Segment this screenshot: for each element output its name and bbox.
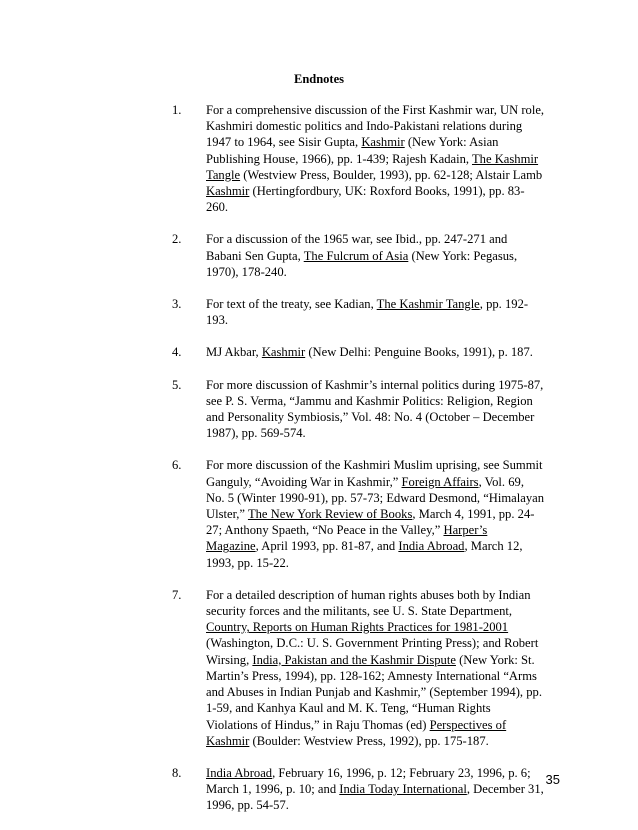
text-run: For more discussion of Kashmir’s internal politics during 1975-87, — [206, 377, 544, 392]
text-run: March 1, 1996, p. 10; and — [206, 782, 340, 797]
endnote-line — [206, 199, 549, 215]
endnote-number: 7. — [172, 587, 182, 602]
cited-title: Foreign Affairs — [401, 474, 479, 489]
text-run: Martin’s Press, 1994), pp. 128-162; Amnesty International “Arms — [206, 668, 537, 683]
endnote-line — [206, 393, 549, 409]
endnote-line — [206, 377, 549, 393]
text-run: Babani Sen Gupta, — [206, 248, 304, 263]
endnote-item — [0, 377, 638, 442]
endnote-line — [206, 457, 549, 473]
cited-title: Country, Reports on Human Rights Practices for 1981-2001 — [206, 620, 509, 635]
cited-title: The New York Review of Books — [247, 507, 413, 522]
endnote-line — [206, 425, 549, 441]
text-run: Kashmiri domestic politics and Indo-Pakistani relations during — [206, 119, 523, 134]
endnote-text — [206, 457, 549, 570]
cited-title: The Kashmir Tangle — [376, 297, 480, 312]
text-run: For a detailed description of human rights abuses both by Indian — [206, 587, 531, 602]
text-run: No. 5 (Winter 1990-91), pp. 57-73; Edward Desmond, “Himalayan — [206, 490, 545, 505]
text-run: , February 16, 1996, p. 12; February 23, 1996, p. 6; — [272, 765, 531, 780]
page-number: 35 — [545, 772, 560, 787]
text-run: (Hertingfordbury, UK: Roxford Books, 1991), pp. 83- — [249, 184, 525, 199]
endnote-number: 2. — [172, 232, 182, 247]
endnote-item — [0, 231, 638, 280]
text-run: For a comprehensive discussion of the First Kashmir war, UN role, — [206, 103, 545, 117]
endnote-text — [206, 102, 549, 215]
endnote-line — [206, 652, 549, 668]
text-run: and Personality Symbiosis,” Vol. 48: No. 4 (October – December — [206, 410, 535, 425]
endnotes-list — [0, 102, 638, 830]
endnote-line — [206, 312, 549, 328]
endnote-line — [206, 102, 549, 118]
text-run: , March 12, — [464, 539, 523, 554]
endnote-line — [206, 296, 549, 312]
text-run: MJ Akbar, — [206, 345, 262, 360]
endnote-line — [206, 797, 549, 813]
cited-title: Harper’s — [443, 523, 488, 538]
text-run: Wirsing, — [206, 652, 253, 667]
text-run: 1993, pp. 15-22. — [206, 555, 289, 570]
endnote-text — [206, 344, 549, 360]
text-run: , April 1993, pp. 81-87, and — [255, 539, 399, 554]
cited-title: Kashmir — [206, 184, 250, 199]
endnote-text — [206, 765, 549, 814]
text-run: Violations of Hindus,” in Raju Thomas (ed) — [206, 717, 430, 732]
text-run: Ganguly, “Avoiding War in Kashmir,” — [206, 474, 402, 489]
endnote-number: 8. — [172, 765, 182, 780]
text-run: For a discussion of the 1965 war, see Ibid., pp. 247-271 and — [206, 232, 508, 247]
endnote-item — [0, 587, 638, 749]
endnote-line — [206, 506, 549, 522]
text-run: (New York: St. — [455, 652, 535, 667]
text-run: (Washington, D.C.: U. S. Government Printing Press); and Robert — [206, 636, 539, 651]
text-run: (New York: Asian — [404, 135, 499, 150]
text-run: and Abuses in Indian Punjab and Kashmir,” (September 1994), pp. — [206, 685, 542, 700]
endnote-item — [0, 296, 638, 328]
cited-title: India Abroad — [398, 539, 465, 554]
cited-title: Tangle — [206, 167, 241, 182]
text-run: (New York: Pegasus, — [408, 248, 518, 263]
cited-title: India Abroad — [206, 765, 273, 780]
cited-title: Kashmir — [361, 135, 405, 150]
text-run: , Vol. 69, — [478, 474, 524, 489]
text-run: (Westview Press, Boulder, 1993), pp. 62-128; Alstair Lamb — [240, 167, 543, 182]
text-run: 1987), pp. 569-574. — [206, 426, 306, 441]
text-run: Ulster,” — [206, 507, 248, 522]
endnote-line — [206, 264, 549, 280]
endnote-line — [206, 134, 549, 150]
endnote-line — [206, 409, 549, 425]
endnote-line — [206, 151, 549, 167]
endnote-line — [206, 538, 549, 554]
cited-title: Kashmir — [261, 345, 306, 360]
endnote-number: 6. — [172, 458, 182, 473]
endnote-number: 1. — [172, 103, 182, 117]
endnote-line — [206, 603, 549, 619]
text-run: 260. — [206, 200, 229, 215]
text-run: 1947 to 1964, see Sisir Gupta, — [206, 135, 362, 150]
endnote-line — [206, 717, 549, 733]
endnote-line — [206, 765, 549, 781]
cited-title: Kashmir — [206, 733, 250, 748]
text-run: , December 31, — [466, 782, 544, 797]
endnote-line — [206, 248, 549, 264]
text-run: security forces and the militants, see U. S. State Department, — [206, 604, 513, 619]
text-run: 1970), 178-240. — [206, 264, 287, 279]
text-run: 1996, pp. 54-57. — [206, 798, 289, 813]
endnote-line — [206, 587, 549, 603]
endnote-number: 5. — [172, 377, 182, 392]
text-run: , pp. 192- — [479, 297, 529, 312]
endnote-text — [206, 377, 549, 442]
text-run: 27; Anthony Spaeth, “No Peace in the Valley,” — [206, 523, 444, 538]
text-run: For text of the treaty, see Kadian, — [206, 297, 377, 312]
text-run: 193. — [206, 313, 229, 328]
endnote-line — [206, 619, 549, 635]
text-run: see P. S. Verma, “Jammu and Kashmir Politics: Religion, Region — [206, 393, 533, 408]
endnote-item — [0, 457, 638, 570]
endnote-line — [206, 118, 549, 134]
endnote-line — [206, 490, 549, 506]
cited-title: Perspectives of — [429, 717, 507, 732]
endnote-line — [206, 231, 549, 247]
endnote-line — [206, 684, 549, 700]
endnote-text — [206, 231, 549, 280]
endnote-line — [206, 635, 549, 651]
cited-title: The Fulcrum of Asia — [303, 248, 409, 263]
endnote-text — [206, 296, 549, 328]
text-run: Publishing House, 1966), pp. 1-439; Rajesh Kadain, — [206, 151, 472, 166]
endnote-line — [206, 167, 549, 183]
endnote-line — [206, 668, 549, 684]
text-run: (New Delhi: Penguine Books, 1991), p. 187. — [305, 345, 533, 360]
cited-title: Magazine — [206, 539, 256, 554]
text-run: For more discussion of the Kashmiri Muslim uprising, see Summit — [206, 458, 543, 473]
endnote-number: 4. — [172, 345, 182, 360]
endnote-line — [206, 555, 549, 571]
endnote-line — [206, 700, 549, 716]
endnote-number: 3. — [172, 297, 182, 312]
text-run: (Boulder: Westview Press, 1992), pp. 175-187. — [249, 733, 489, 748]
endnote-line — [206, 183, 549, 199]
endnote-line — [206, 344, 549, 360]
endnote-item — [0, 102, 638, 215]
cited-title: The Kashmir — [471, 151, 539, 166]
page-title: Endnotes — [293, 72, 345, 86]
endnote-line — [206, 474, 549, 490]
endnote-line — [206, 733, 549, 749]
cited-title: India, Pakistan and the Kashmir Dispute — [252, 652, 456, 667]
endnote-line — [206, 781, 549, 797]
endnote-line — [206, 522, 549, 538]
cited-title: India Today International — [339, 782, 467, 797]
text-run: 1-59, and Kanhya Kaul and M. K. Teng, “Human Rights — [206, 701, 491, 716]
endnote-item — [0, 344, 638, 360]
text-run: , March 4, 1991, pp. 24- — [412, 507, 535, 522]
endnote-text — [206, 587, 549, 749]
